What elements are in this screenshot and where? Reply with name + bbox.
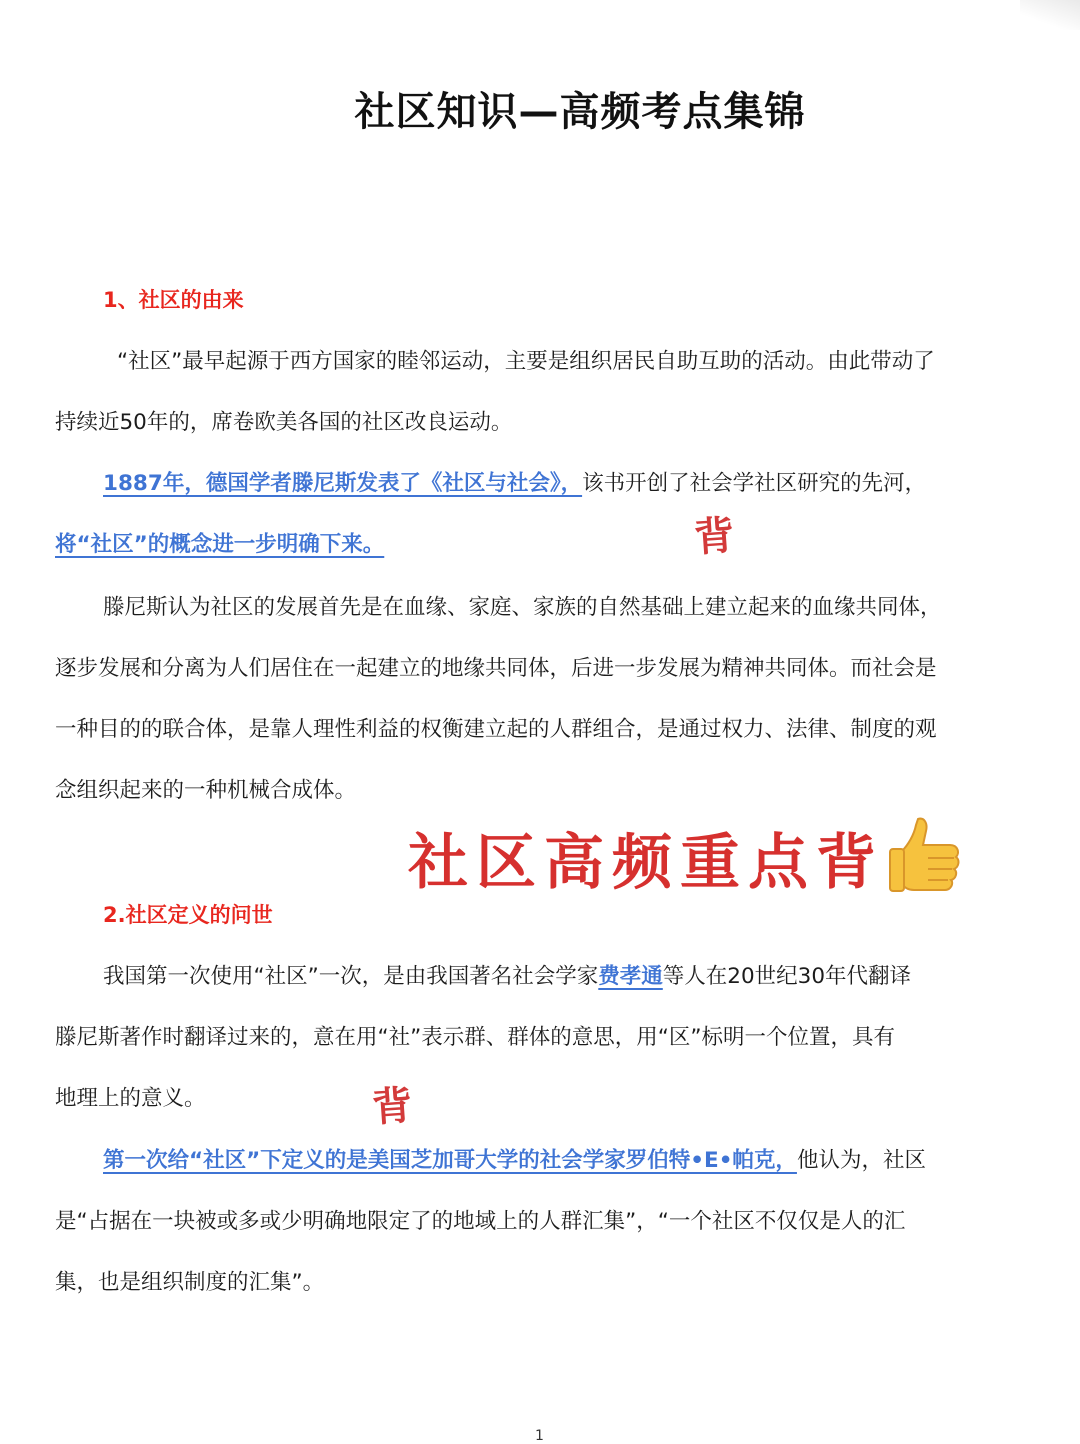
thumbs-up-icon [888,815,964,895]
paragraph-text: 等人在20世纪30年代翻译 [662,964,912,989]
paragraph-line: 持续近50年的，席卷欧美各国的社区改良运动。 [55,410,513,435]
page-corner [1020,0,1080,30]
paragraph-line: 集，也是组织制度的汇集”。 [55,1270,325,1295]
handwritten-banner: 社区高频重点背 [408,828,884,898]
paragraph-line: 逐步发展和分离为人们居住在一起建立的地缘共同体，后进一步发展为精神共同体。而社会是 [55,656,937,681]
paragraph-line: 滕尼斯认为社区的发展首先是在血缘、家庭、家族的自然基础上建立起来的血缘共同体， [103,595,942,620]
paragraph-line: 是“占据在一块被或多或少明确地限定了的地域上的人群汇集”，“一个社区不仅仅是人的汇 [55,1209,906,1234]
section1-heading: 1、社区的由来 [103,288,244,312]
paragraph-text: 该书开创了社会学社区研究的先河， [582,471,927,496]
paragraph-text: 他认为，社区 [796,1148,926,1173]
paragraph-line [103,1143,926,1174]
paragraph-line: 滕尼斯著作时翻译过来的，意在用“社”表示群、群体的意思，用“区”标明一个位置，具有 [55,1025,896,1050]
paragraph-line: “社区”最早起源于西方国家的睦邻运动，主要是组织居民自助互助的活动。由此带动了 [117,349,935,374]
paragraph-line: 一种目的的联合体，是靠人理性利益的权衡建立起的人群组合，是通过权力、法律、制度的观 [55,717,937,742]
highlight-text: 1887年，德国学者滕尼斯发表了《社区与社会》， [103,471,583,496]
highlight-name: 费孝通 [598,964,663,989]
highlight-text: 第一次给“社区”下定义的是美国芝加哥大学的社会学家罗伯特•E•帕克， [103,1148,797,1173]
page-number: 1 [535,1428,544,1444]
highlight-text: 将“社区”的概念进一步明确下来。 [55,532,385,557]
handwritten-note: 背 [692,511,736,562]
paragraph-text: 我国第一次使用“社区”一次，是由我国著名社会学家 [103,964,599,989]
paragraph-line: 念组织起来的一种机械合成体。 [55,778,357,803]
paragraph-line [103,959,911,990]
section2-heading: 2.社区定义的问世 [103,903,273,927]
paragraph-line [103,466,926,497]
handwritten-note: 背 [370,1081,414,1132]
paragraph-line [55,527,384,558]
paragraph-line: 地理上的意义。 [55,1086,206,1111]
page-title: 社区知识—高频考点集锦 [354,89,806,135]
